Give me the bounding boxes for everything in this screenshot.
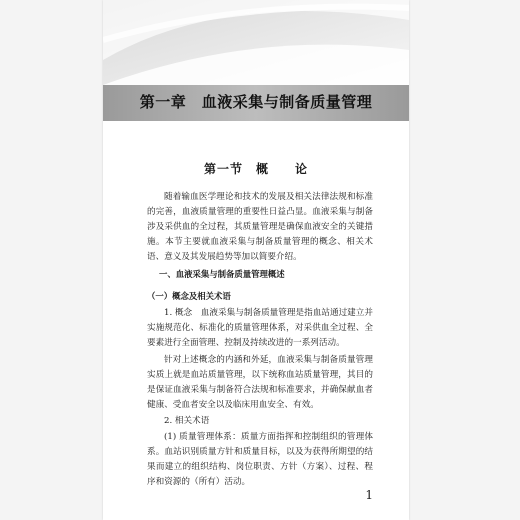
header-decoration <box>103 0 409 85</box>
intro-paragraph: 随着输血医学理论和技术的发展及相关法律法规和标准的完善，血液质量管理的重要性日益凸显。血液采集与制备涉及采供血的全过程，其质量管理是确保血液安全的关键措施。本节主要就血液采集与制备质量管理的概念、相关术语、意义及其发展趋势等加以简要介绍。 <box>147 192 373 262</box>
purpose-paragraph: 针对上述概念的内涵和外延，血液采集与制备质量管理实质上就是血站质量管理，以下统称血站质量管理，其目的是保证血液采集与制备符合法规和标准要求，并确保献血者健康、受血者安全以及临床用血安全、有效。 <box>147 355 373 410</box>
qms-paragraph: (1) 质量管理体系：质量方面指挥和控制组织的管理体系。血站识别质量方针和质量目标，以及为获得所期望的结果而建立的组织结构、岗位职责、方针（方案）、过程、程序和资源的（所有）活动。 <box>147 432 373 487</box>
subhead-level1: 一、血液采集与制备质量管理概述 <box>159 269 285 279</box>
subhead-level2: （一）概念及相关术语 <box>147 291 231 301</box>
chapter-title: 第一章 血液采集与制备质量管理 <box>139 93 373 111</box>
section-title: 第一节 概 论 <box>203 162 308 176</box>
concept-paragraph: 1. 概念 血液采集与制备质量管理是指血站通过建立并实施规范化、标准化的质量管理体系，对采供血全过程、全要素进行全面管理、控制及持续改进的一系列活动。 <box>147 308 373 348</box>
terms-heading: 2. 相关术语 <box>164 416 210 426</box>
page-number: 1 <box>365 488 373 502</box>
book-page <box>103 0 409 520</box>
